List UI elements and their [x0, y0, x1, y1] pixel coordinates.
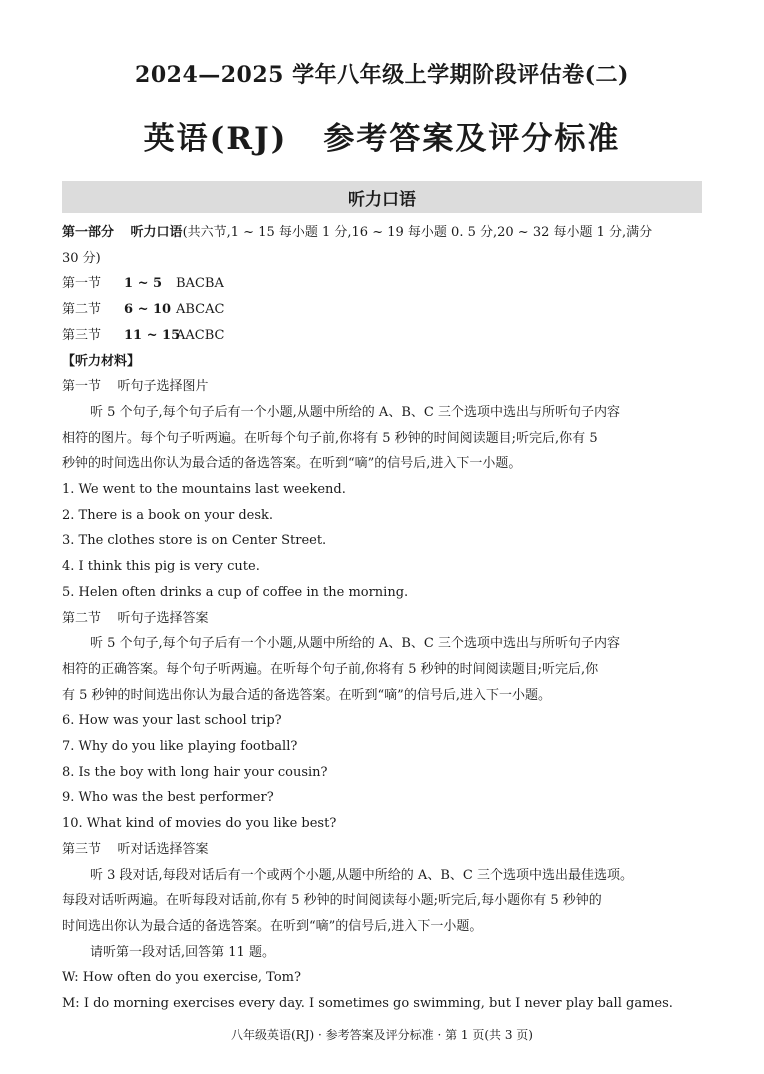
answer-section: 第三节: [62, 327, 102, 343]
part-heading: [62, 220, 706, 246]
instruction-text: 时间选出你认为最合适的备选答案。在听到“嘀”的信号后,进入下一小题。: [62, 918, 483, 934]
answer-key: ABCAC: [176, 302, 225, 318]
section-title: 听力口语: [348, 189, 416, 210]
script-sentence: 8. Is the boy with long hair your cousin?: [62, 764, 328, 780]
script-sentence: 7. Why do you like playing football?: [62, 739, 298, 755]
answer-range: 1 ~ 5: [124, 276, 163, 292]
answer-row: [62, 323, 706, 349]
script-sentence: 5. Helen often drinks a cup of coffee in the morning.: [62, 584, 409, 600]
instruction-text: 相符的正确答案。每个句子听两遍。在听每个句子前,你将有 5 秒钟的时间阅读题目;听完后,你: [62, 661, 599, 677]
script-sentence: 9. Who was the best performer?: [62, 790, 274, 806]
subsection-heading: [62, 837, 706, 863]
subject-label: 英语(RJ): [143, 121, 288, 157]
script-sentence: 10. What kind of movies do you like best?: [62, 816, 337, 832]
script-sentence: 3. The clothes store is on Center Street.: [62, 533, 327, 549]
materials-label: 【听力材料】: [62, 353, 141, 369]
exam-title: 2024—2025 学年八年级上学期阶段评估卷(二): [135, 62, 629, 88]
subsection-heading: [62, 374, 706, 400]
subsection-title: 听句子选择图片: [117, 379, 209, 395]
instruction-text: 听 3 段对话,每段对话后有一个或两个小题,从题中所给的 A、B、C 三个选项中选出最佳选项。: [90, 867, 633, 883]
dialog-prompt: 请听第一段对话,回答第 11 题。: [90, 944, 275, 960]
script-sentence: 2. There is a book on your desk.: [62, 507, 274, 523]
page-footer: 八年级英语(RJ) · 参考答案及评分标准 · 第 1 页(共 3 页): [231, 1028, 533, 1042]
dialog-line: M: I do morning exercises every day. I sometimes go swimming, but I never play ball games.: [62, 996, 673, 1012]
part-description: (共六节,1 ~ 15 每小题 1 分,16 ~ 19 每小题 0. 5 分,20 ~ 32 每小题 1 分,满分: [182, 225, 653, 240]
subsection-heading: [62, 606, 706, 632]
instruction-text: 听 5 个句子,每个句子后有一个小题,从题中所给的 A、B、C 三个选项中选出与所听句子内容: [90, 404, 620, 420]
subsection-number: 第三节: [62, 841, 102, 857]
instruction-text: 听 5 个句子,每个句子后有一个小题,从题中所给的 A、B、C 三个选项中选出与所听句子内容: [90, 636, 620, 652]
document-title: [0, 113, 764, 158]
dialog-line: W: How often do you exercise, Tom?: [62, 970, 301, 986]
subsection-title: 听句子选择答案: [117, 610, 209, 626]
answer-section: 第一节: [62, 276, 102, 292]
part-label: 第一部分: [62, 225, 115, 240]
instruction-text: 每段对话听两遍。在听每段对话前,你有 5 秒钟的时间阅读每小题;听完后,每小题你有 5 秒钟的: [62, 893, 602, 909]
subsection-number: 第一节: [62, 379, 102, 395]
answer-range: 6 ~ 10: [124, 302, 172, 318]
script-sentence: 4. I think this pig is very cute.: [62, 559, 260, 575]
part-name: 听力口语: [130, 225, 183, 240]
answer-row: [62, 271, 706, 297]
answer-row: [62, 297, 706, 323]
answer-range: 11 ~ 15: [124, 327, 181, 343]
instruction-text: 有 5 秒钟的时间选出你认为最合适的备选答案。在听到“嘀”的信号后,进入下一小题。: [62, 687, 551, 703]
content-body: [62, 220, 706, 1017]
answer-section: 第二节: [62, 302, 102, 318]
instruction-text: 秒钟的时间选出你认为最合适的备选答案。在听到“嘀”的信号后,进入下一小题。: [62, 456, 522, 472]
script-sentence: 1. We went to the mountains last weekend.: [62, 482, 346, 498]
instruction-text: 相符的图片。每个句子听两遍。在听每个句子前,你将有 5 秒钟的时间阅读题目;听完后,你有 5: [62, 430, 598, 446]
subsection-title: 听对话选择答案: [117, 841, 209, 857]
part-description-cont: 30 分): [62, 250, 101, 266]
script-sentence: 6. How was your last school trip?: [62, 713, 282, 729]
section-header-bar: [62, 181, 702, 213]
document-subtitle: 参考答案及评分标准: [323, 121, 621, 157]
answer-key: AACBC: [176, 327, 225, 343]
answer-key: BACBA: [176, 276, 224, 292]
subsection-number: 第二节: [62, 610, 102, 626]
